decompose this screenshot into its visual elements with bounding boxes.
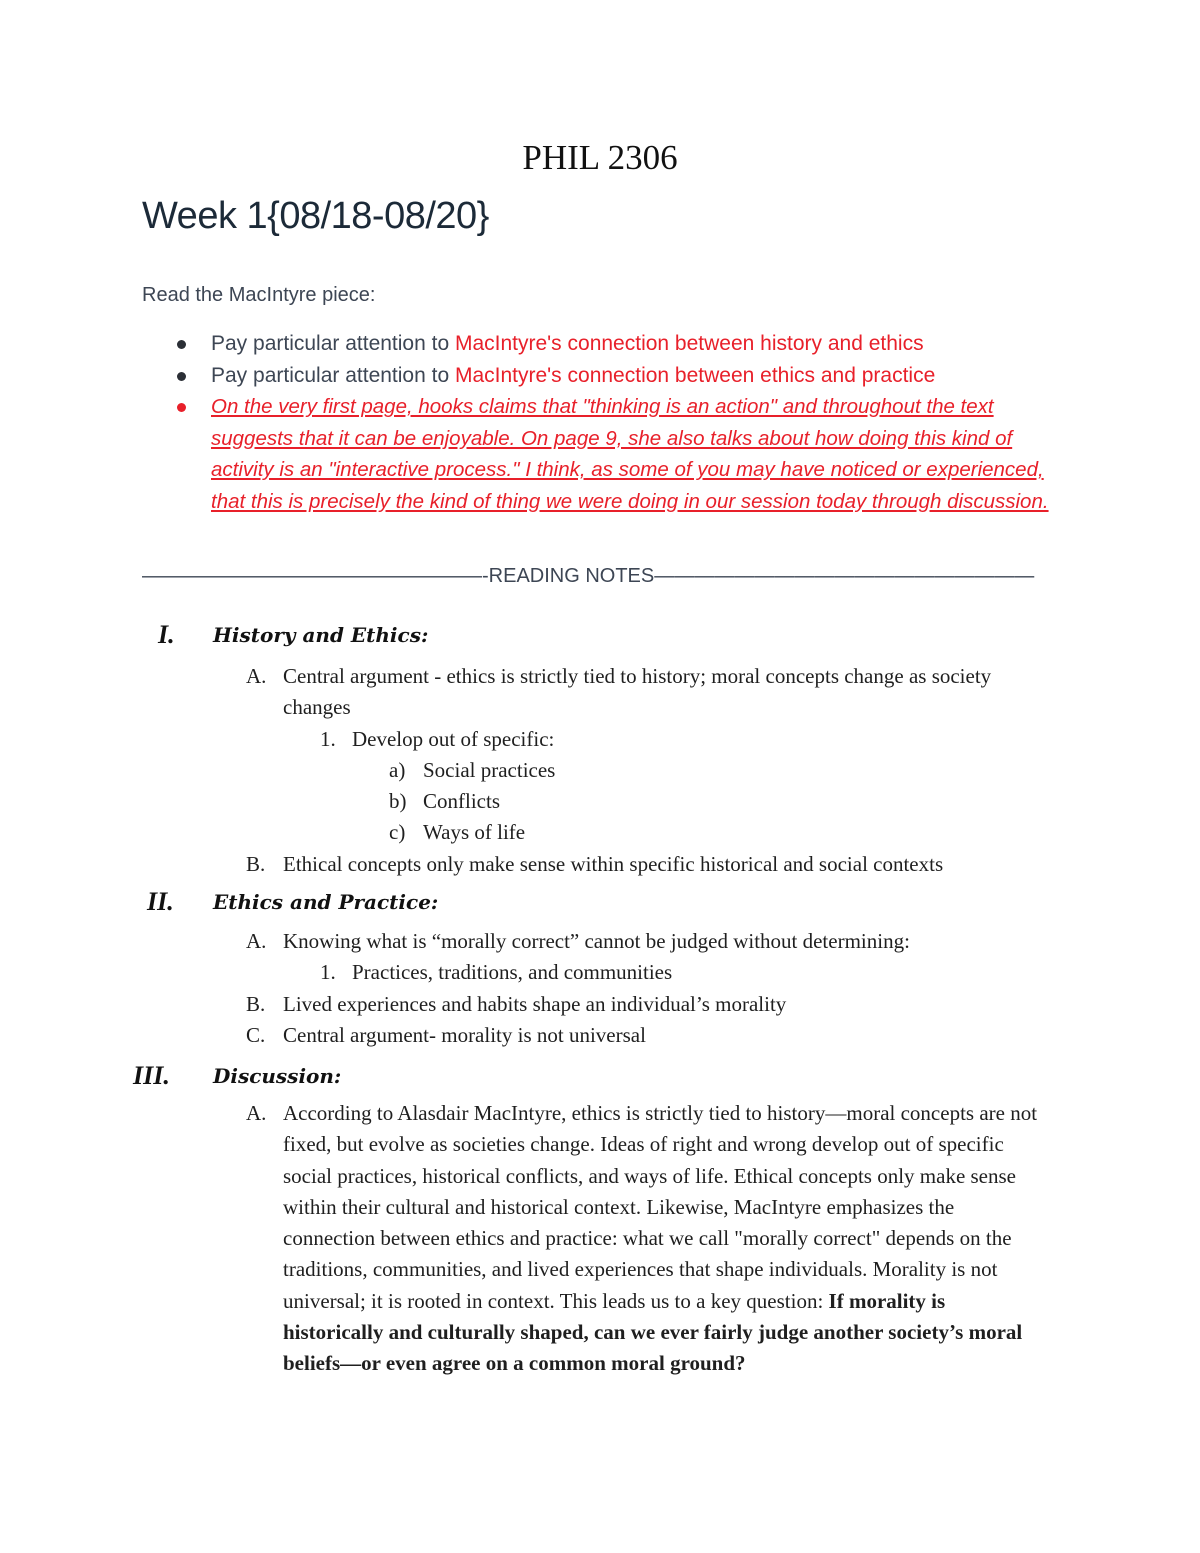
bullet-item: [170, 360, 1060, 392]
outline-text: Central argument- morality is not universal: [283, 1022, 646, 1047]
outline-item: [0, 724, 1200, 755]
section-numeral: III.: [133, 1061, 170, 1090]
section-numeral: II.: [147, 887, 174, 916]
outline-marker: A.: [246, 929, 267, 953]
section-numeral: I.: [158, 620, 175, 649]
reading-notes-divider: —————————————————-READING NOTES———————————————————: [142, 565, 1035, 587]
outline-marker: c): [389, 820, 406, 845]
outline-text: Practices, traditions, and communities: [352, 960, 673, 985]
outline-item: [0, 755, 1200, 786]
week-title: Week 1{08/18-08/20}: [142, 195, 489, 237]
outline-item: [0, 817, 1200, 848]
outline-marker: 1.: [320, 960, 336, 985]
discussion-text: According to Alasdair MacIntyre, ethics is strictly tied to history—moral concepts are not fixed, but evolve as societies change. Ideas of right and wrong develop out of specific social practices, historical conflicts, and ways of life. Ethical concepts only make sense within their cultural and historical context. Likewise, MacIntyre emphasizes the connection between ethics and practice: what we call "morally correct" depends on the traditions, communities, and lived experiences that shape individuals. Morality is not universal; it is rooted in context. This leads us to a key question:: [283, 1101, 1038, 1313]
section-heading: Ethics and Practice:: [213, 890, 439, 914]
outline-marker: B.: [246, 851, 266, 876]
key-question: If morality is historically and culturally shaped, can we ever fairly judge another society’s moral beliefs—or even agree on a common moral ground?: [283, 1288, 1023, 1376]
outline-text: Conflicts: [423, 789, 500, 814]
bullet-dot-icon: [177, 340, 186, 349]
outline-marker: A.: [246, 664, 267, 688]
section-outline: [0, 926, 1200, 1051]
outline-text: Ways of life: [423, 820, 526, 845]
instruction-bullet-list: [170, 328, 1060, 517]
outline-marker: a): [389, 757, 406, 782]
bullet-highlight: MacIntyre's connection between ethics and practice: [454, 363, 936, 387]
outline-text: Lived experiences and habits shape an individual’s morality: [283, 991, 787, 1016]
section-outline: [0, 1098, 1200, 1380]
outline-text: Central argument - ethics is strictly tied to history; moral concepts change as society changes: [283, 664, 992, 720]
bullet-item: [170, 328, 1060, 360]
outline-item: [0, 1098, 1048, 1380]
outline-marker: 1.: [320, 726, 336, 751]
outline-item: [0, 1020, 1053, 1051]
outline-item: [0, 989, 1053, 1020]
bullet-dot-icon: [177, 403, 186, 412]
outline-text: Ethical concepts only make sense within specific historical and social contexts: [283, 851, 944, 876]
bullet-highlight: MacIntyre's connection between history and ethics: [454, 332, 924, 355]
section-heading: Discussion:: [213, 1064, 342, 1088]
outline-item: [0, 786, 1200, 817]
outline-marker: b): [389, 789, 407, 814]
section-heading: History and Ethics:: [213, 623, 429, 647]
outline-item: [0, 849, 1053, 880]
course-title: PHIL 2306: [522, 138, 678, 177]
outline-item: [0, 926, 1053, 957]
outline-item: [0, 957, 1200, 988]
outline-text: Social practices: [423, 757, 556, 782]
outline-marker: C.: [246, 1022, 266, 1047]
bullet-item: [170, 391, 1060, 517]
outline-text: Knowing what is “morally correct” cannot be judged without determining:: [283, 929, 910, 953]
outline-marker: A.: [246, 1101, 267, 1125]
outline-marker: B.: [246, 991, 266, 1016]
instructor-note: On the very first page, hooks claims that "thinking is an action" and throughout the text suggests that it can be enjoyable. On page 9, she also talks about how doing this kind of activity is an "interactive process." I think, as some of you may have noticed or experienced, that this is precisely the kind of thing we were doing in our session today through discussion.: [211, 395, 1049, 513]
outline-item: [0, 661, 1053, 724]
bullet-prefix: Pay particular attention to: [211, 363, 455, 387]
bullet-dot-icon: [177, 372, 186, 381]
outline-text: Develop out of specific:: [352, 726, 555, 751]
reading-instruction: Read the MacIntyre piece:: [142, 284, 376, 306]
bullet-prefix: Pay particular attention to: [211, 332, 455, 355]
section-outline: [0, 661, 1200, 880]
